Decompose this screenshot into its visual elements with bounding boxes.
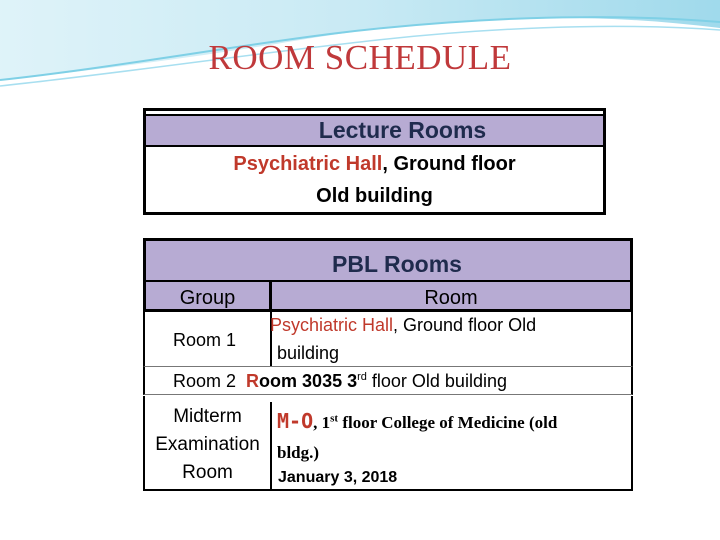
row-room-sup: rd: [357, 371, 367, 383]
row-room-hall: Psychiatric Hall: [270, 315, 394, 335]
row-group-label: Room 1: [173, 330, 237, 350]
midterm-label-line: Midterm: [173, 406, 242, 427]
lecture-location: [146, 153, 603, 176]
midterm-row: [143, 396, 633, 491]
midterm-label-line: Examination: [155, 434, 260, 455]
column-header-group: Group: [179, 287, 236, 309]
header-divider: [146, 280, 630, 282]
table-row: [143, 310, 633, 367]
pbl-rooms-heading: PBL Rooms: [332, 251, 462, 277]
midterm-location-text: floor College of Medicine (old: [338, 413, 558, 432]
midterm-location-line2: bldg.): [277, 443, 320, 462]
midterm-label-line: Room: [182, 462, 233, 483]
row-room-number: oom 3035 3: [259, 371, 358, 391]
pbl-rooms-header: [143, 238, 633, 312]
column-divider: [270, 402, 272, 491]
row-room-floor: , Ground floor Old: [393, 315, 537, 335]
midterm-ordinal-sup: st: [330, 412, 339, 425]
midterm-location: M-O, 1st floor College of Medicine (old: [277, 409, 558, 433]
row-room-tail: floor Old building: [366, 371, 507, 391]
midterm-date: January 3, 2018: [278, 469, 398, 486]
row-group-label: Room 2: [173, 371, 237, 391]
lecture-location-hall: Psychiatric Hall: [233, 153, 383, 175]
lecture-rooms-heading: Lecture Rooms: [146, 114, 603, 147]
lecture-rooms-box: [143, 108, 606, 215]
row-room-line1: [270, 315, 536, 336]
midterm-ordinal: 1: [321, 413, 331, 432]
page-title: ROOM SCHEDULE: [208, 38, 512, 77]
midterm-room-code: M-O: [277, 409, 314, 433]
column-header-room: Room: [424, 287, 478, 309]
lecture-building: Old building: [316, 185, 433, 207]
midterm-label: [145, 403, 270, 487]
lecture-location-floor: , Ground floor: [382, 153, 516, 175]
row-text: [173, 371, 507, 392]
row-room-prefix: R: [246, 371, 260, 391]
table-row: [143, 366, 633, 395]
row-room-line2: building: [277, 343, 340, 363]
